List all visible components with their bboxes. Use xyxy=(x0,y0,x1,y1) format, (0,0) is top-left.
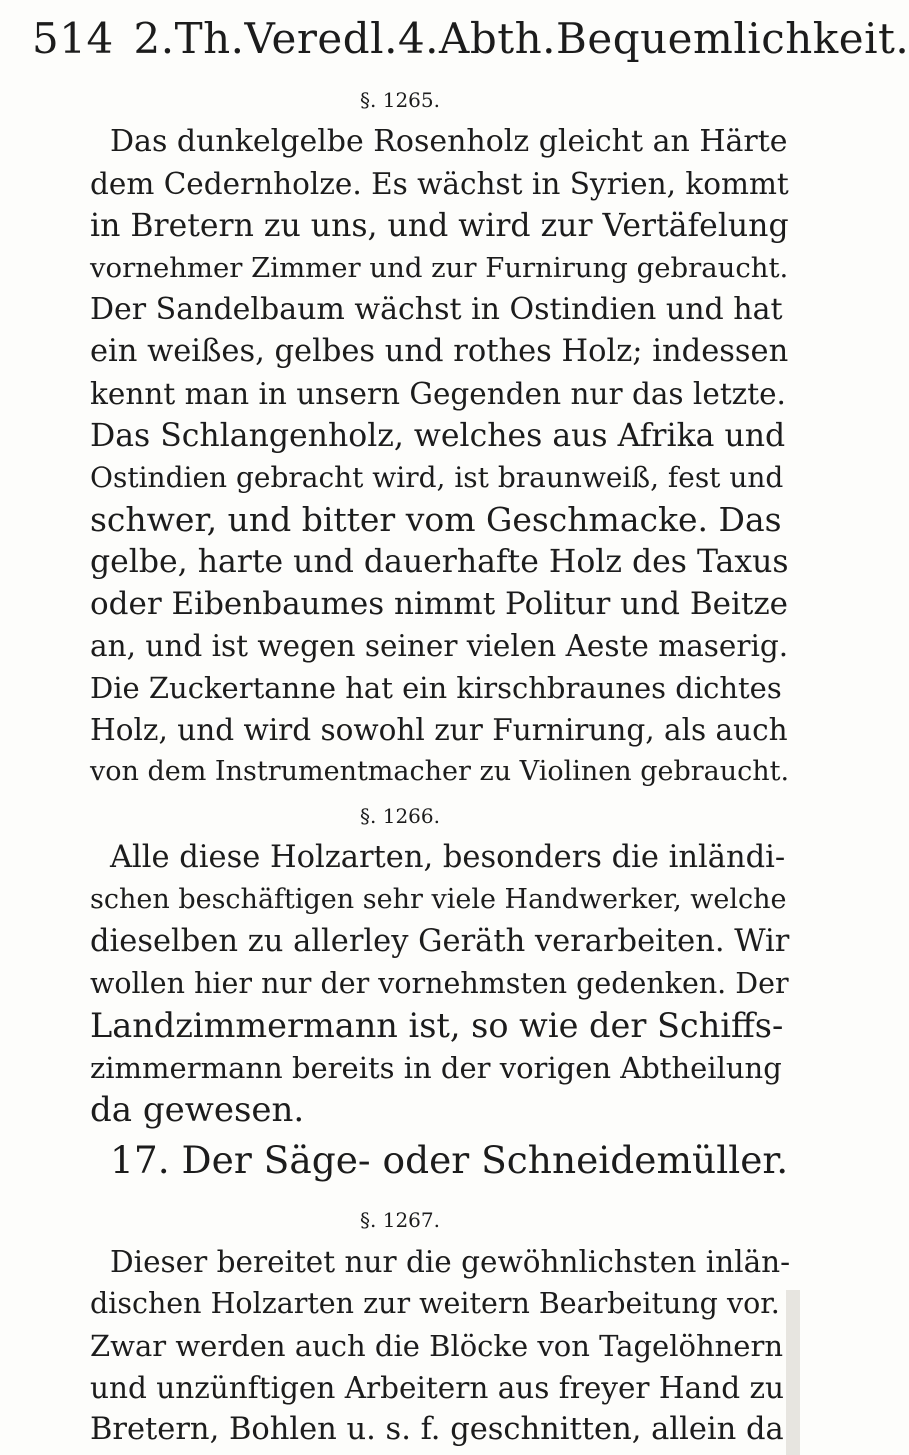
text-line: Die Zuckertanne hat ein kirschbraunes dichtes xyxy=(90,671,782,705)
text-line: Das dunkelgelbe Rosenholz gleicht an Härte xyxy=(110,124,788,159)
text-line: von dem Instrumentmacher zu Violinen gebraucht. xyxy=(90,756,790,787)
text-line: dieselben zu allerley Geräth verarbeiten. Wir xyxy=(90,924,790,959)
text-line: ein weißes, gelbes und rothes Holz; indessen xyxy=(90,334,789,369)
section-number: §. 1266. xyxy=(360,804,440,828)
running-title: 2.Th.Veredl.4.Abth.Bequemlichkeit. xyxy=(133,14,909,63)
text-line: Zwar werden auch die Blöcke von Tagelöhnern xyxy=(90,1329,784,1363)
text-line: Ostindien gebracht wird, ist braunweiß, fest und xyxy=(90,461,784,494)
page-edge-shadow xyxy=(786,1290,800,1455)
text-line: wollen hier nur der vornehmsten gedenken. Der xyxy=(90,967,789,1000)
text-line: und unzünftigen Arbeitern aus freyer Hand zu xyxy=(90,1371,784,1405)
text-line: Alle diese Holzarten, besonders die inländi- xyxy=(110,840,786,875)
text-line: schwer, und bitter vom Geschmacke. Das xyxy=(90,500,782,539)
text-line: Holz, und wird sowohl zur Furnirung, als auch xyxy=(90,713,788,747)
page-number: 514 xyxy=(32,14,114,63)
section-number: §. 1265. xyxy=(360,88,440,112)
text-line: gelbe, harte und dauerhafte Holz des Taxus xyxy=(90,544,789,580)
text-line: Der Sandelbaum wächst in Ostindien und hat xyxy=(90,292,783,327)
text-line: Bretern, Bohlen u. s. f. geschnitten, allein da xyxy=(90,1412,784,1447)
text-line: Dieser bereitet nur die gewöhnlichsten inlän- xyxy=(110,1245,791,1279)
section-number: §. 1267. xyxy=(360,1208,440,1232)
text-line: vornehmer Zimmer und zur Furnirung gebraucht. xyxy=(90,252,789,284)
text-line: da gewesen. xyxy=(90,1090,305,1130)
text-line: schen beschäftigen sehr viele Handwerker, welche xyxy=(90,884,787,915)
text-line: zimmermann bereits in der vorigen Abtheilung xyxy=(90,1051,782,1085)
chapter-heading: 17. Der Säge- oder Schneidemüller. xyxy=(110,1138,789,1182)
text-line: in Bretern zu uns, und wird zur Vertäfelung xyxy=(90,208,789,244)
text-line: oder Eibenbaumes nimmt Politur und Beitze xyxy=(90,586,788,622)
text-line: Das Schlangenholz, welches aus Afrika und xyxy=(90,418,786,454)
running-header xyxy=(32,14,909,63)
text-line: dischen Holzarten zur weitern Bearbeitung vor. xyxy=(90,1287,780,1320)
text-line: kennt man in unsern Gegenden nur das letzte. xyxy=(90,377,786,411)
text-line: dem Cedernholze. Es wächst in Syrien, kommt xyxy=(90,167,789,201)
text-line: Landzimmermann ist, so wie der Schiffs- xyxy=(90,1006,784,1045)
text-line: an, und ist wegen seiner vielen Aeste maserig. xyxy=(90,629,789,663)
